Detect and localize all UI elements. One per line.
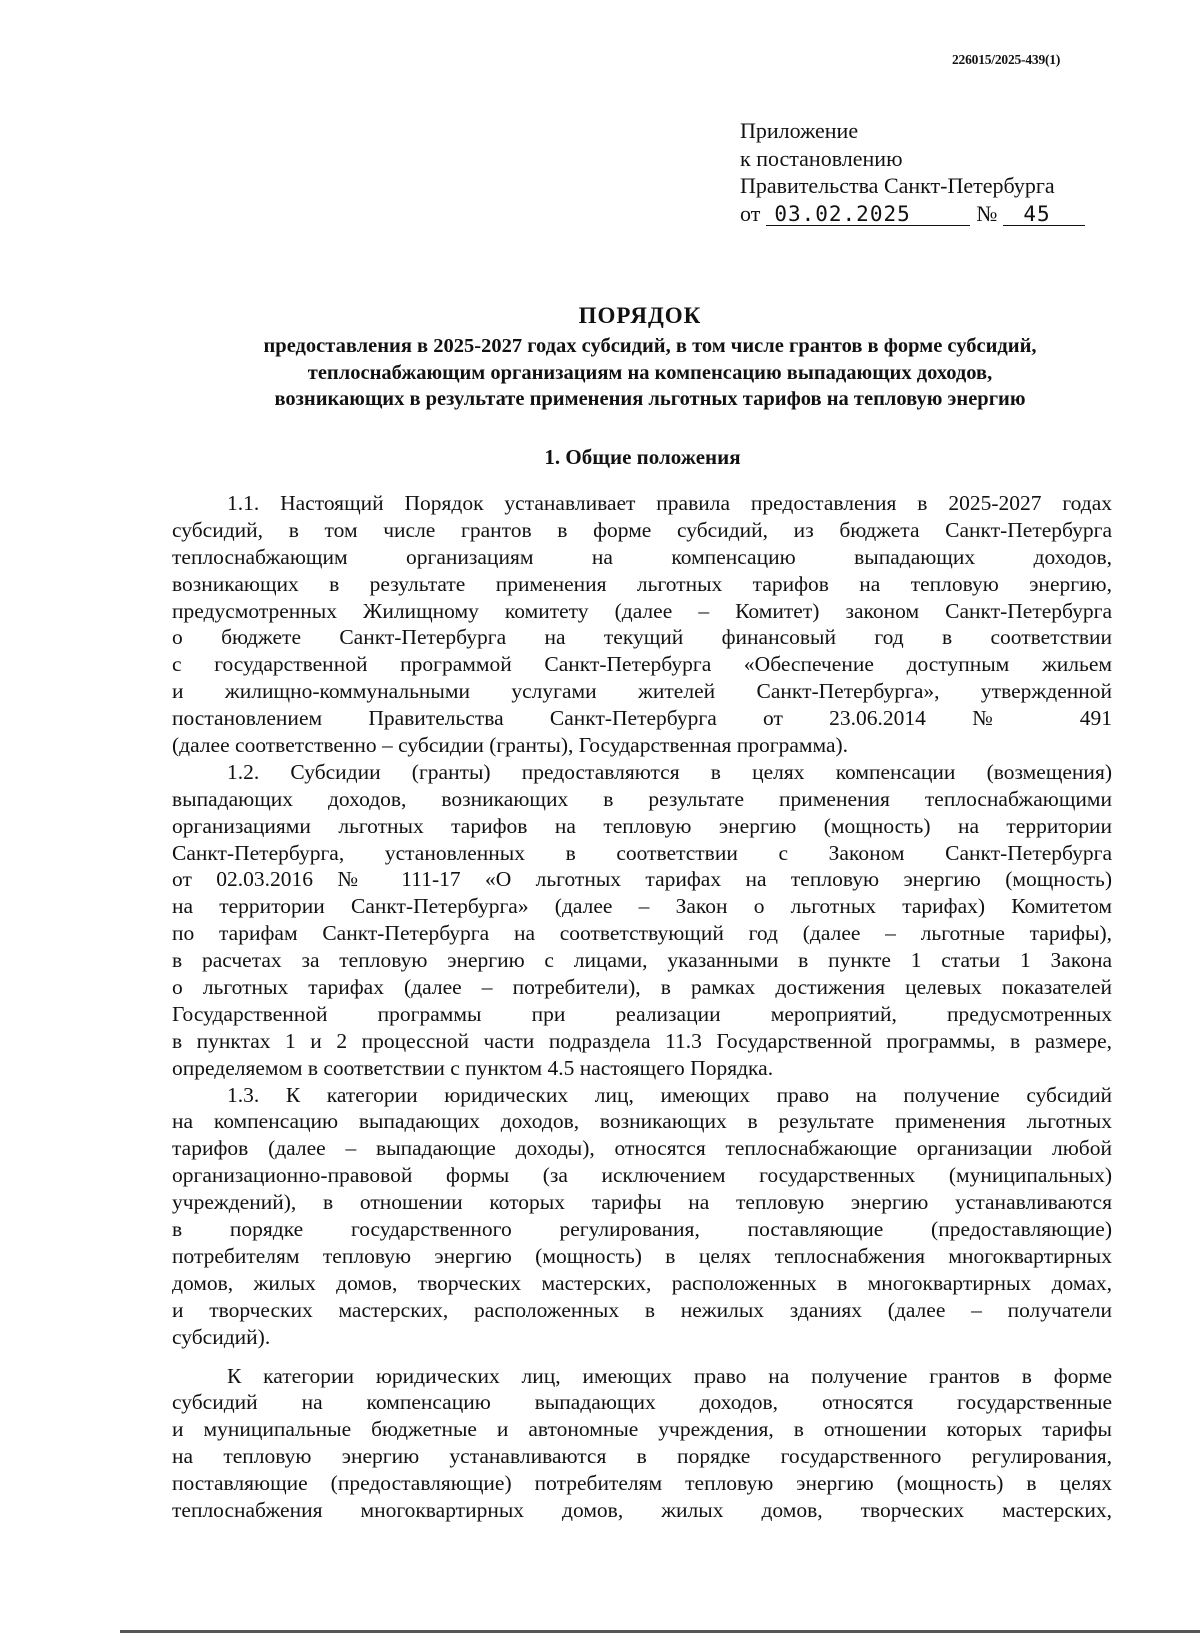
text-line: предусмотренных Жилищному комитету (далее – Комитет) законом Санкт-Петербурга xyxy=(172,598,1112,623)
text-line: поставляющие (предоставляющие) потребителям тепловую энергию (мощность) в целях xyxy=(172,1471,1112,1496)
text-line: (далее соответственно – субсидии (гранты), Государственная программа). xyxy=(172,733,849,758)
text-line: учреждений), в отношении которых тарифы на тепловую энергию устанавливаются xyxy=(172,1190,1112,1215)
appendix-block xyxy=(740,117,1085,227)
subtitle-line: возникающих в результате применения льготных тарифов на тепловую энергию xyxy=(274,388,1026,410)
document-title: ПОРЯДОК xyxy=(578,303,702,328)
text-line: субсидий, в том числе грантов в форме субсидий, из бюджета Санкт-Петербурга xyxy=(172,517,1112,542)
text-line: теплоснабжения многоквартирных домов, жилых домов, творческих мастерских, xyxy=(172,1497,1112,1522)
body-text xyxy=(172,490,1112,1524)
text-line: о льготных тарифах (далее – потребители), в рамках достижения целевых показателей xyxy=(172,975,1112,1000)
text-line: организациями льготных тарифов на тепловую энергию (мощность) на территории xyxy=(172,813,1112,838)
text-line: выпадающих доходов, возникающих в результате применения теплоснабжающими xyxy=(172,786,1112,811)
text-line: теплоснабжающим организациям на компенсацию выпадающих доходов, xyxy=(172,544,1112,569)
text-line: потребителям тепловую энергию (мощность) в целях теплоснабжения многоквартирных xyxy=(172,1243,1112,1268)
text-line: 1.3. К категории юридических лиц, имеющих право на получение субсидий xyxy=(227,1082,1112,1107)
appendix-date-line xyxy=(740,200,1085,228)
resolution-number: 45 xyxy=(1003,203,1085,226)
text-line: тарифов (далее – выпадающие доходы), относятся теплоснабжающие организации любой xyxy=(172,1136,1112,1161)
text-line: с государственной программой Санкт-Петербурга «Обеспечение доступным жильем xyxy=(172,652,1112,677)
text-line: о бюджете Санкт-Петербурга на текущий финансовый год в соответствии xyxy=(172,625,1112,650)
subtitle-line: предоставления в 2025-2027 годах субсидий, в том числе грантов в форме субсидий, xyxy=(263,335,1037,357)
text-line: Санкт-Петербурга, установленных в соответствии с Законом Санкт-Петербурга xyxy=(172,840,1112,865)
date-prefix: от xyxy=(740,200,761,226)
text-line: 1.2. Субсидии (гранты) предоставляются в целях компенсации (возмещения) xyxy=(227,759,1112,784)
text-line: по тарифам Санкт-Петербурга на соответствующий год (далее – льготные тарифы), xyxy=(172,921,1112,946)
appendix-line-3: Правительства Санкт-Петербурга xyxy=(740,173,1055,198)
text-line: в расчетах за тепловую энергию с лицами, указанными в пункте 1 статьи 1 Закона xyxy=(172,948,1112,973)
registration-number: 226015/2025-439(1) xyxy=(952,52,1061,67)
text-line: и муниципальные бюджетные и автономные учреждения, в отношении которых тарифы xyxy=(172,1417,1112,1442)
text-line: К категории юридических лиц, имеющих право на получение грантов в форме xyxy=(227,1363,1112,1388)
text-line: организационно-правовой формы (за исключением государственных (муниципальных) xyxy=(172,1163,1112,1188)
section-heading: 1. Общие положения xyxy=(544,445,741,469)
text-line: субсидий). xyxy=(172,1324,271,1349)
text-line: постановлением Правительства Санкт-Петербурга от 23.06.2014 № 491 xyxy=(172,706,1112,731)
text-line: в пунктах 1 и 2 процессной части подраздела 11.3 Государственной программы, в размере, xyxy=(172,1028,1112,1053)
text-line: и творческих мастерских, расположенных в нежилых зданиях (далее – получатели xyxy=(172,1297,1112,1322)
resolution-date: 03.02.2025 xyxy=(766,203,970,226)
appendix-line-1: Приложение xyxy=(740,118,859,143)
text-line: в порядке государственного регулирования, поставляющие (предоставляющие) xyxy=(172,1217,1112,1242)
text-line: и жилищно-коммунальными услугами жителей Санкт-Петербурга», утвержденной xyxy=(172,679,1112,704)
text-line: на территории Санкт-Петербурга» (далее – Закон о льготных тарифах) Комитетом xyxy=(172,894,1112,919)
text-line: от 02.03.2016 № 111-17 «О льготных тарифах на тепловую энергию (мощность) xyxy=(172,867,1112,892)
number-sign: № xyxy=(976,200,998,226)
text-line: субсидий на компенсацию выпадающих доходов, относятся государственные xyxy=(172,1390,1112,1415)
text-line: определяемом в соответствии с пунктом 4.5 настоящего Порядка. xyxy=(172,1055,774,1080)
text-line: возникающих в результате применения льготных тарифов на тепловую энергию, xyxy=(172,571,1112,596)
text-line: на тепловую энергию устанавливаются в порядке государственного регулирования, xyxy=(172,1444,1112,1469)
paragraph-gap xyxy=(172,1351,1112,1363)
appendix-line-2: к постановлению xyxy=(740,145,903,171)
document-subtitle xyxy=(170,333,1130,413)
scan-edge-line xyxy=(120,1630,1200,1633)
text-line: домов, жилых домов, творческих мастерских, расположенных в многоквартирных домах, xyxy=(172,1270,1112,1295)
subtitle-line: теплоснабжающим организациям на компенсацию выпадающих доходов, xyxy=(307,361,993,384)
text-line: Государственной программы при реализации мероприятий, предусмотренных xyxy=(172,1001,1112,1026)
text-line: на компенсацию выпадающих доходов, возникающих в результате применения льготных xyxy=(172,1109,1112,1134)
text-line: 1.1. Настоящий Порядок устанавливает правила предоставления в 2025-2027 годах xyxy=(227,491,1112,515)
